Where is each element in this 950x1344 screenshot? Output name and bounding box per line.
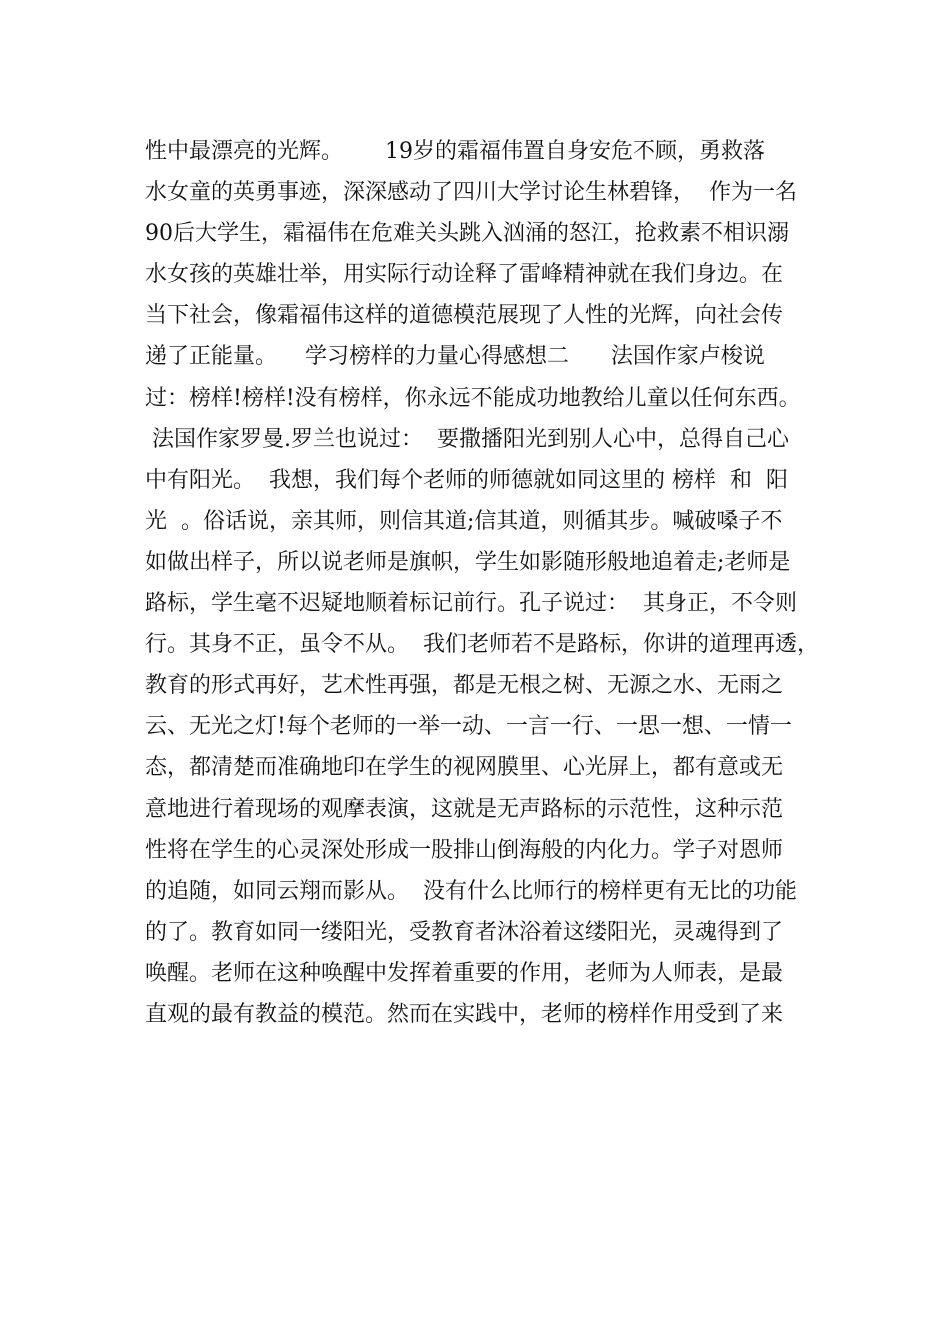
text-line: 直观的最有教益的模范。然而在实践中，老师的榜样作用受到了来 <box>145 1001 784 1027</box>
text-line: 性中最漂亮的光辉。 19岁的霜福伟置自身安危不顾，勇救落 <box>145 139 765 164</box>
text-line: 水女童的英勇事迹，深深感动了四川大学讨论生林碧锋， 作为一名 <box>145 180 797 206</box>
body-text <box>145 131 825 1035</box>
text-line: 当下社会，像霜福伟这样的道德模范展现了人性的光辉，向社会传 <box>145 303 784 329</box>
text-line: 递了正能量。 学习榜样的力量心得感想二 法国作家卢梭说 <box>145 344 765 370</box>
text-line: 90后大学生，霜福伟在危难关头跳入汹涌的怒江，抢救素不相识溺 <box>145 221 789 247</box>
text-line: 法国作家罗曼.罗兰也说过： 要撒播阳光到别人心中，总得自己心 <box>145 426 789 452</box>
text-line: 态，都清楚而准确地印在学生的视网膜里、心光屏上，都有意或无 <box>145 755 784 781</box>
text-line: 教育的形式再好，艺术性再强，都是无根之树、无源之水、无雨之 <box>145 673 784 699</box>
text-line: 云、无光之灯!每个老师的一举一动、一言一行、一思一想、一情一 <box>145 714 792 740</box>
text-line: 中有阳光。 我想，我们每个老师的师德就如同这里的 榜样 和 阳 <box>145 467 788 493</box>
text-line: 意地进行着现场的观摩表演，这就是无声路标的示范性，这种示范 <box>145 796 784 822</box>
text-line: 过：榜样!榜样!没有榜样，你永远不能成功地教给儿童以任何东西。 <box>145 385 801 411</box>
text-line: 如做出样子，所以说老师是旗帜，学生如影随形般地追着走;老师是 <box>145 549 791 575</box>
text-line: 光 。俗话说，亲其师，则信其道;信其道，则循其步。喊破嗓子不 <box>145 508 783 534</box>
text-line: 水女孩的英雄壮举，用实际行动诠释了雷峰精神就在我们身边。在 <box>145 262 784 288</box>
text-line: 的追随，如同云翔而影从。 没有什么比师行的榜样更有无比的功能 <box>145 878 797 904</box>
text-line: 的了。教育如同一缕阳光，受教育者沐浴着这缕阳光，灵魂得到了 <box>145 919 784 945</box>
text-line: 行。其身不正，虽令不从。 我们老师若不是路标，你讲的道理再透， <box>145 632 819 658</box>
text-line: 路标，学生毫不迟疑地顺着标记前行。孔子说过： 其身正，不令则 <box>145 591 797 617</box>
text-line: 唤醒。老师在这种唤醒中发挥着重要的作用，老师为人师表，是最 <box>145 960 784 986</box>
text-line: 性将在学生的心灵深处形成一股排山倒海般的内化力。学子对恩师 <box>145 837 784 863</box>
